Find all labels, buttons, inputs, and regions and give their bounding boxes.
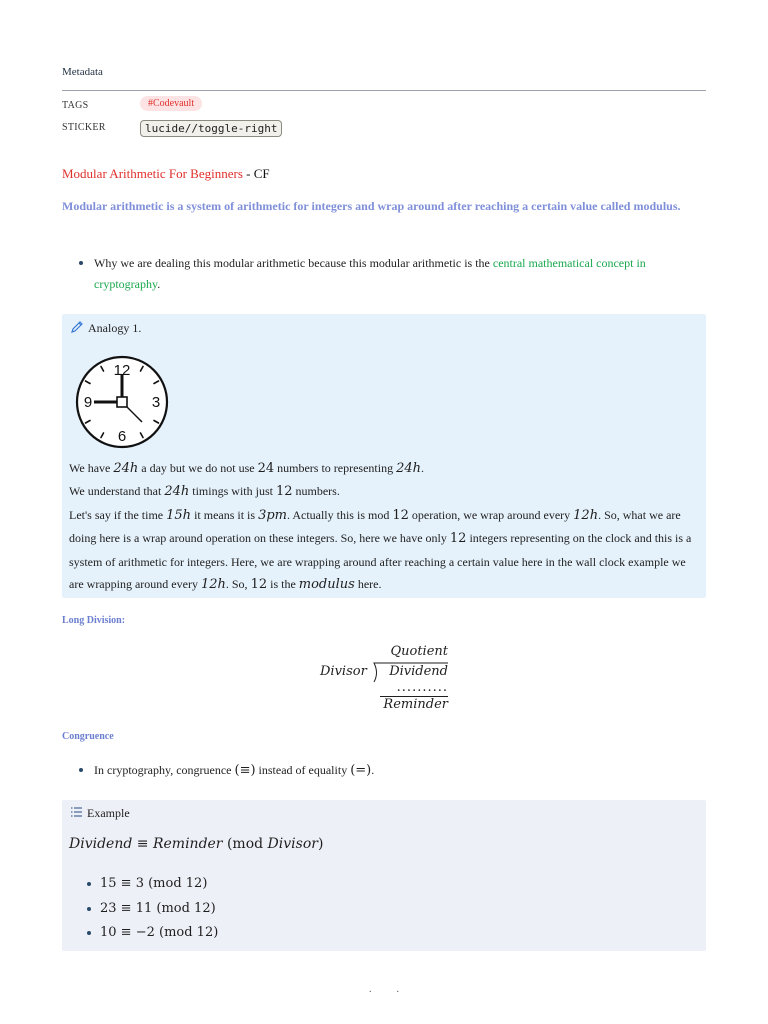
list-item: In cryptography, congruence (≡) instead of equality (=). <box>62 760 706 781</box>
pencil-icon <box>70 320 84 338</box>
tag-pill[interactable]: #Codevault <box>140 96 202 111</box>
list-item: 23 ≡ 11 (mod 12) <box>62 897 682 922</box>
long-division-formula <box>62 640 706 720</box>
list-item: Why we are dealing this modular arithmetic because this modular arithmetic is the central mathematical concept in cryptography. <box>62 253 706 295</box>
congruence-list <box>62 760 706 781</box>
reminder-label: Reminder <box>383 697 448 712</box>
example-callout <box>62 800 706 951</box>
tags-label: TAGS <box>62 100 89 111</box>
sticker-label: STICKER <box>62 122 106 133</box>
title-suffix: - CF <box>242 166 270 181</box>
page-title <box>62 166 270 182</box>
long-division-heading: Long Division: <box>62 615 126 626</box>
analogy-paragraph: We have 24h a day but we do not use 24 numbers to representing 24h. We understand that 24h timings with just 12 numbers. Let's say if the time 15h it means it is 3pm. Actually this is mod 12 operation, we wrap around every 12h. So, what we are doing here is a wrap around operation on these integers. So, here we have only 12 integers representing on the clock and this is a system of arithmetic for integers. Here, we are wrapping around after reaching a certain value here in the wall clock example we are wrapping around every 12h. So, 12 is the modulus here. <box>69 461 692 593</box>
clock-number: 6 <box>117 428 127 445</box>
clock-illustration <box>72 354 172 455</box>
divisor-label: Divisor <box>320 664 367 679</box>
metadata-divider <box>62 90 706 91</box>
analogy-callout <box>62 314 706 598</box>
list-icon <box>70 806 83 822</box>
list-item: 10 ≡ −2 (mod 12) <box>62 921 682 946</box>
sticker-value: lucide//toggle-right <box>140 120 282 137</box>
example-list <box>62 872 682 946</box>
callout-header <box>70 806 130 822</box>
callout-title: Analogy 1. <box>88 320 142 335</box>
quotient-label: Quotient <box>390 644 448 659</box>
intro-list <box>62 253 706 295</box>
highlight-link[interactable]: central mathematical concept in cryptography <box>94 256 646 291</box>
clock-number: 9 <box>83 394 93 411</box>
page-footer-marks: . . <box>369 984 399 995</box>
clock-number: 12 <box>113 362 131 379</box>
dividend-label: Dividend <box>389 664 448 679</box>
lead-paragraph: Modular arithmetic is a system of arithmetic for integers and wrap around after reaching a certain value called modulus. <box>62 199 681 213</box>
metadata-title: Metadata <box>62 66 103 78</box>
division-dots: .......... <box>396 680 448 695</box>
title-link[interactable]: Modular Arithmetic For Beginners <box>62 166 243 181</box>
callout-header <box>70 320 141 338</box>
list-item: 15 ≡ 3 (mod 12) <box>62 872 682 897</box>
callout-title: Example <box>87 806 130 820</box>
congruence-formula: Dividend ≡ Reminder (mod Divisor) <box>69 836 324 852</box>
clock-number: 3 <box>151 394 161 411</box>
congruence-heading: Congruence <box>62 731 114 742</box>
